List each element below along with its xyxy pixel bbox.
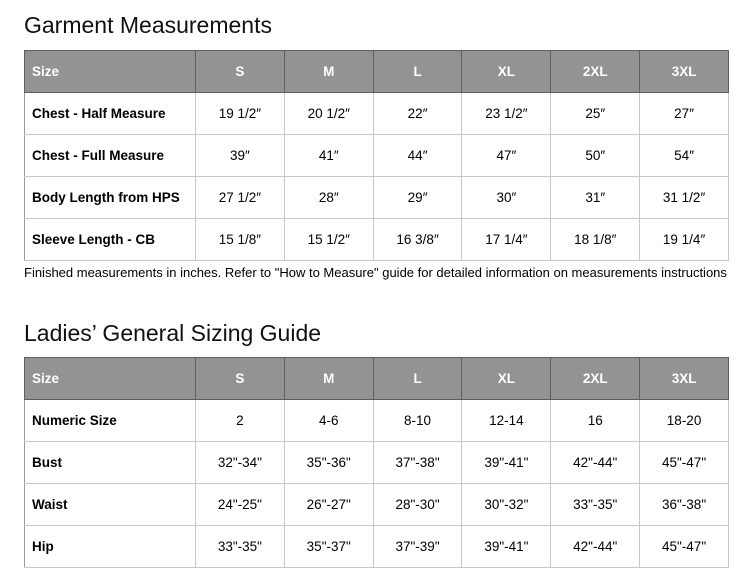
row-label: Body Length from HPS bbox=[25, 177, 196, 219]
table-cell: 31 1/2″ bbox=[640, 177, 729, 219]
table-row bbox=[25, 442, 729, 484]
table-cell: 31″ bbox=[551, 177, 640, 219]
row-label: Bust bbox=[25, 442, 196, 484]
table-row bbox=[25, 135, 729, 177]
table-cell: 37"-38" bbox=[373, 442, 462, 484]
row-label: Hip bbox=[25, 526, 196, 568]
table-cell: 28″ bbox=[284, 177, 373, 219]
table-cell: 35"-37" bbox=[284, 526, 373, 568]
column-header: M bbox=[284, 51, 373, 93]
table-cell: 39″ bbox=[196, 135, 285, 177]
column-header: L bbox=[373, 51, 462, 93]
table-row bbox=[25, 526, 729, 568]
table-cell: 20 1/2″ bbox=[284, 93, 373, 135]
row-label: Numeric Size bbox=[25, 400, 196, 442]
table-cell: 22″ bbox=[373, 93, 462, 135]
header-row bbox=[25, 51, 729, 93]
table-cell: 41″ bbox=[284, 135, 373, 177]
column-header: S bbox=[196, 51, 285, 93]
column-header: 2XL bbox=[551, 51, 640, 93]
table-cell: 18 1/8″ bbox=[551, 219, 640, 261]
table-cell: 32"-34" bbox=[196, 442, 285, 484]
header-row bbox=[25, 358, 729, 400]
table-cell: 50″ bbox=[551, 135, 640, 177]
garment-title: Garment Measurements bbox=[24, 12, 272, 38]
table-cell: 30″ bbox=[462, 177, 551, 219]
column-header: Size bbox=[25, 358, 196, 400]
column-header: 3XL bbox=[640, 358, 729, 400]
table-cell: 19 1/4″ bbox=[640, 219, 729, 261]
measurement-note: Finished measurements in inches. Refer to "How to Measure" guide for detailed information on measurements instructions bbox=[24, 265, 727, 280]
row-label: Chest - Full Measure bbox=[25, 135, 196, 177]
table-cell: 33"-35" bbox=[196, 526, 285, 568]
garment-measurements-table bbox=[24, 50, 729, 261]
column-header: XL bbox=[462, 51, 551, 93]
table-cell: 39"-41" bbox=[462, 526, 551, 568]
table-cell: 54″ bbox=[640, 135, 729, 177]
column-header: L bbox=[373, 358, 462, 400]
column-header: 3XL bbox=[640, 51, 729, 93]
row-label: Sleeve Length - CB bbox=[25, 219, 196, 261]
column-header: M bbox=[284, 358, 373, 400]
table-cell: 30"-32" bbox=[462, 484, 551, 526]
table-cell: 45"-47" bbox=[640, 526, 729, 568]
table-cell: 18-20 bbox=[640, 400, 729, 442]
table-cell: 15 1/2″ bbox=[284, 219, 373, 261]
table-cell: 19 1/2″ bbox=[196, 93, 285, 135]
table-cell: 44″ bbox=[373, 135, 462, 177]
table-cell: 8-10 bbox=[373, 400, 462, 442]
row-label: Waist bbox=[25, 484, 196, 526]
table-row bbox=[25, 219, 729, 261]
table-cell: 39"-41" bbox=[462, 442, 551, 484]
table-cell: 33"-35" bbox=[551, 484, 640, 526]
table-cell: 36"-38" bbox=[640, 484, 729, 526]
column-header: XL bbox=[462, 358, 551, 400]
table-cell: 27 1/2″ bbox=[196, 177, 285, 219]
table-cell: 25″ bbox=[551, 93, 640, 135]
table-cell: 4-6 bbox=[284, 400, 373, 442]
table-cell: 42"-44" bbox=[551, 442, 640, 484]
table-cell: 23 1/2″ bbox=[462, 93, 551, 135]
table-cell: 37"-39" bbox=[373, 526, 462, 568]
table-cell: 27″ bbox=[640, 93, 729, 135]
table-cell: 28"-30" bbox=[373, 484, 462, 526]
table-cell: 2 bbox=[196, 400, 285, 442]
table-cell: 45"-47" bbox=[640, 442, 729, 484]
table-row bbox=[25, 177, 729, 219]
column-header: Size bbox=[25, 51, 196, 93]
table-cell: 47″ bbox=[462, 135, 551, 177]
table-cell: 35"-36" bbox=[284, 442, 373, 484]
column-header: S bbox=[196, 358, 285, 400]
table-cell: 15 1/8″ bbox=[196, 219, 285, 261]
table-cell: 26"-27" bbox=[284, 484, 373, 526]
table-row bbox=[25, 93, 729, 135]
ladies-sizing-table bbox=[24, 357, 729, 568]
table-cell: 16 3/8″ bbox=[373, 219, 462, 261]
table-cell: 29″ bbox=[373, 177, 462, 219]
row-label: Chest - Half Measure bbox=[25, 93, 196, 135]
table-cell: 42"-44" bbox=[551, 526, 640, 568]
table-cell: 12-14 bbox=[462, 400, 551, 442]
table-row bbox=[25, 400, 729, 442]
table-cell: 17 1/4″ bbox=[462, 219, 551, 261]
table-cell: 16 bbox=[551, 400, 640, 442]
column-header: 2XL bbox=[551, 358, 640, 400]
table-row bbox=[25, 484, 729, 526]
ladies-title: Ladies’ General Sizing Guide bbox=[24, 320, 322, 346]
table-cell: 24"-25" bbox=[196, 484, 285, 526]
